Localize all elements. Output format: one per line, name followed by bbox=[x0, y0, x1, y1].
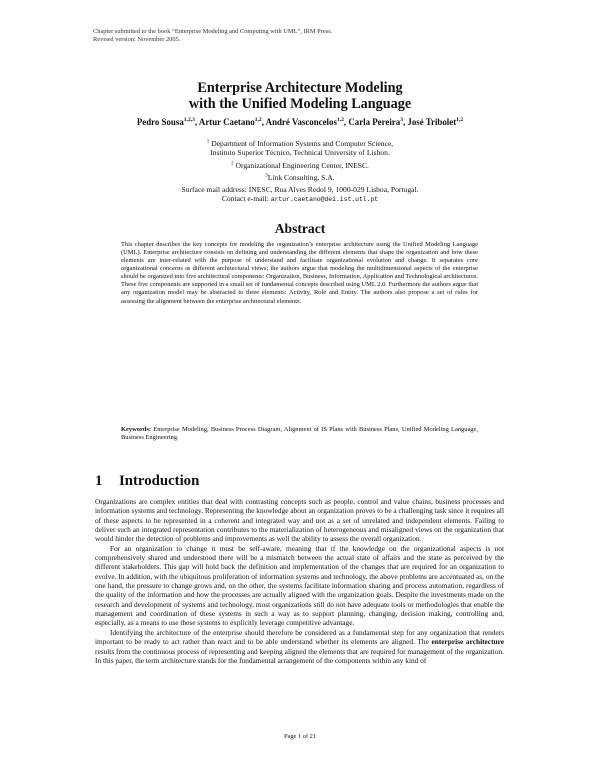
bold-term: enterprise architecture bbox=[431, 637, 504, 647]
paper-title-line1: Enterprise Architecture Modeling bbox=[197, 80, 403, 96]
abstract-text: This chapter describes the key concepts for modeling the organization’s enterprise architecture using the Unified Modeling Language (UML). Enterprise architecture consists on defining and understanding the different elements that shape the organization and how these elements are inter-related with the purpose of understand and facilitate organizational evolution and change. It separates core organizational concerns as different architectural views; the authors argue that modeling the multidimensional aspects of the enterprise should be organized into five architectural components: Organization, Business, Information, Application and Technological architectures. These five components are supported in a small set of fundamental concepts described using UML 2.0. Furthermore the authors argue that any organization model may be abstracted to three elements: Activity, Role and Entity. The authors also propose a set of rules for assessing the alignment between the enterprise architectural elements. bbox=[121, 241, 478, 305]
author bbox=[199, 117, 266, 127]
page-number: Page 1 of 21 bbox=[283, 733, 317, 740]
author-separator: , bbox=[261, 117, 266, 127]
paragraph-text: results from the continuous process of representing and keeping aligned the elements that are required for management of the organization. In this paper, the term architecture stands for the fundamental arrangement of the components within any kind of bbox=[95, 646, 504, 665]
author-affil: 1,2 bbox=[254, 117, 262, 124]
section-number: 1 bbox=[95, 473, 103, 489]
section-heading-introduction bbox=[95, 472, 395, 490]
author-affil: 1,2,3 bbox=[183, 117, 195, 124]
header-note-line2: Revised version: November 2005. bbox=[93, 36, 181, 43]
affiliation-text: Organizational Engineering Center, INESC. bbox=[235, 160, 369, 170]
affiliation-marker: 2 bbox=[231, 161, 234, 167]
affiliation-1 bbox=[60, 139, 540, 148]
affiliation-2 bbox=[60, 161, 540, 170]
affiliations bbox=[60, 139, 540, 205]
author-affil: 3 bbox=[400, 117, 403, 124]
paragraph-text: Identifying the architecture of the enterprise should therefore be considered as a fundamental step for any organization that renders important to be ready to act rather than react and to be able understand whether its elements are aligned. The bbox=[95, 627, 504, 647]
contact-email-line bbox=[60, 194, 540, 204]
author bbox=[407, 117, 463, 127]
introduction-body bbox=[95, 497, 504, 665]
keywords-text: Enterprise Modeling, Business Process Diagram, Alignment of IS Plans with Business Plans, Unified Modeling Language, Business Engineering. bbox=[121, 426, 478, 442]
header-note-line1: Chapter submitted to the book “Enterprise Modeling and Computing with UML”, IRM Press. bbox=[93, 28, 333, 35]
contact-email: artur.caetano@dei.ist.utl.pt bbox=[270, 196, 379, 204]
author-separator: , bbox=[343, 117, 349, 127]
author-name: Artur Caetano bbox=[198, 117, 255, 127]
author-separator: , bbox=[402, 117, 408, 127]
author-name: André Vasconcelos bbox=[265, 117, 337, 127]
affiliation-marker: 1 bbox=[206, 139, 210, 145]
author-name: José Tribolet bbox=[407, 117, 457, 127]
paper-title-line2: with the Unified Modeling Language bbox=[188, 96, 412, 112]
author-affil: 1,2 bbox=[336, 117, 344, 124]
keywords-label: Keywords: bbox=[121, 426, 152, 433]
section-title: Introduction bbox=[119, 473, 200, 489]
email-label: Contact e-mail: bbox=[221, 194, 271, 204]
affiliation-1-cont: Instituto Superior Técnico, Technical University of Lisbon. bbox=[210, 148, 390, 158]
affiliation-text: Department of Information Systems and Computer Science, bbox=[211, 139, 394, 148]
abstract-heading: Abstract bbox=[274, 221, 326, 236]
paragraph: For an organization to change it must be self-aware, meaning that if the knowledge on the organizational aspects is not comprehensively shared and understood there will be a mismatch between the actual state of affairs and the state as perceived by the different stakeholders. This gap will hold back the definition and implementation of the changes that are required for an organization to evolve. In addition, with the ubiquitous proliferation of information systems and technology, the above problems are accentuated as, on the one hand, the pressure to change grows and, on the other, the systems facilitate information sharing and process automation, regardless of the quality of the information and how the processes are actually aligned with the organization goals. Despite the investments made on the research and development of systems and technology, most organizations still do not have adequate tools or methodologies that enable the management and coordination of these systems in such a way as to support planning, changing, decision making, controlling and, especially, as a means to use these systems to explicitly leverage competitive advantage. bbox=[95, 543, 504, 628]
paragraph: Organizations are complex entities that deal with contrasting concepts such as people, control and value chains, business processes and information systems and technology. Representing the knowledge about an organization proves to be a challenging task since it requires all of these aspects to be represented in a coherent and integrated way and not as a set of unrelated and independent elements. Failing to deliver such an integrated representation contributes to the materialization of heterogeneous and misaligned views on the organization that would hinder the detection of problems and improvements as well the ability to assess the overall organization. bbox=[95, 497, 504, 544]
paragraph bbox=[95, 628, 504, 665]
author-list bbox=[60, 117, 540, 128]
surface-mail: Surface mail address: INESC, Rua Alves Redol 9, 1000-029 Lisboa, Portugal. bbox=[181, 185, 419, 195]
author-name: Carla Pereira bbox=[348, 117, 401, 127]
author-name: Pedro Sousa bbox=[136, 117, 184, 127]
keywords bbox=[121, 426, 478, 442]
affiliation-marker: 3 bbox=[265, 173, 268, 179]
author-separator: , bbox=[194, 117, 199, 127]
author bbox=[348, 117, 407, 127]
paper-title bbox=[60, 80, 540, 112]
author bbox=[137, 117, 199, 127]
affiliation-3 bbox=[60, 173, 540, 182]
author-affil: 1,2 bbox=[456, 117, 464, 124]
affiliation-text: Link Consulting, S.A. bbox=[267, 172, 335, 182]
header-note bbox=[93, 28, 513, 44]
author bbox=[266, 117, 349, 127]
